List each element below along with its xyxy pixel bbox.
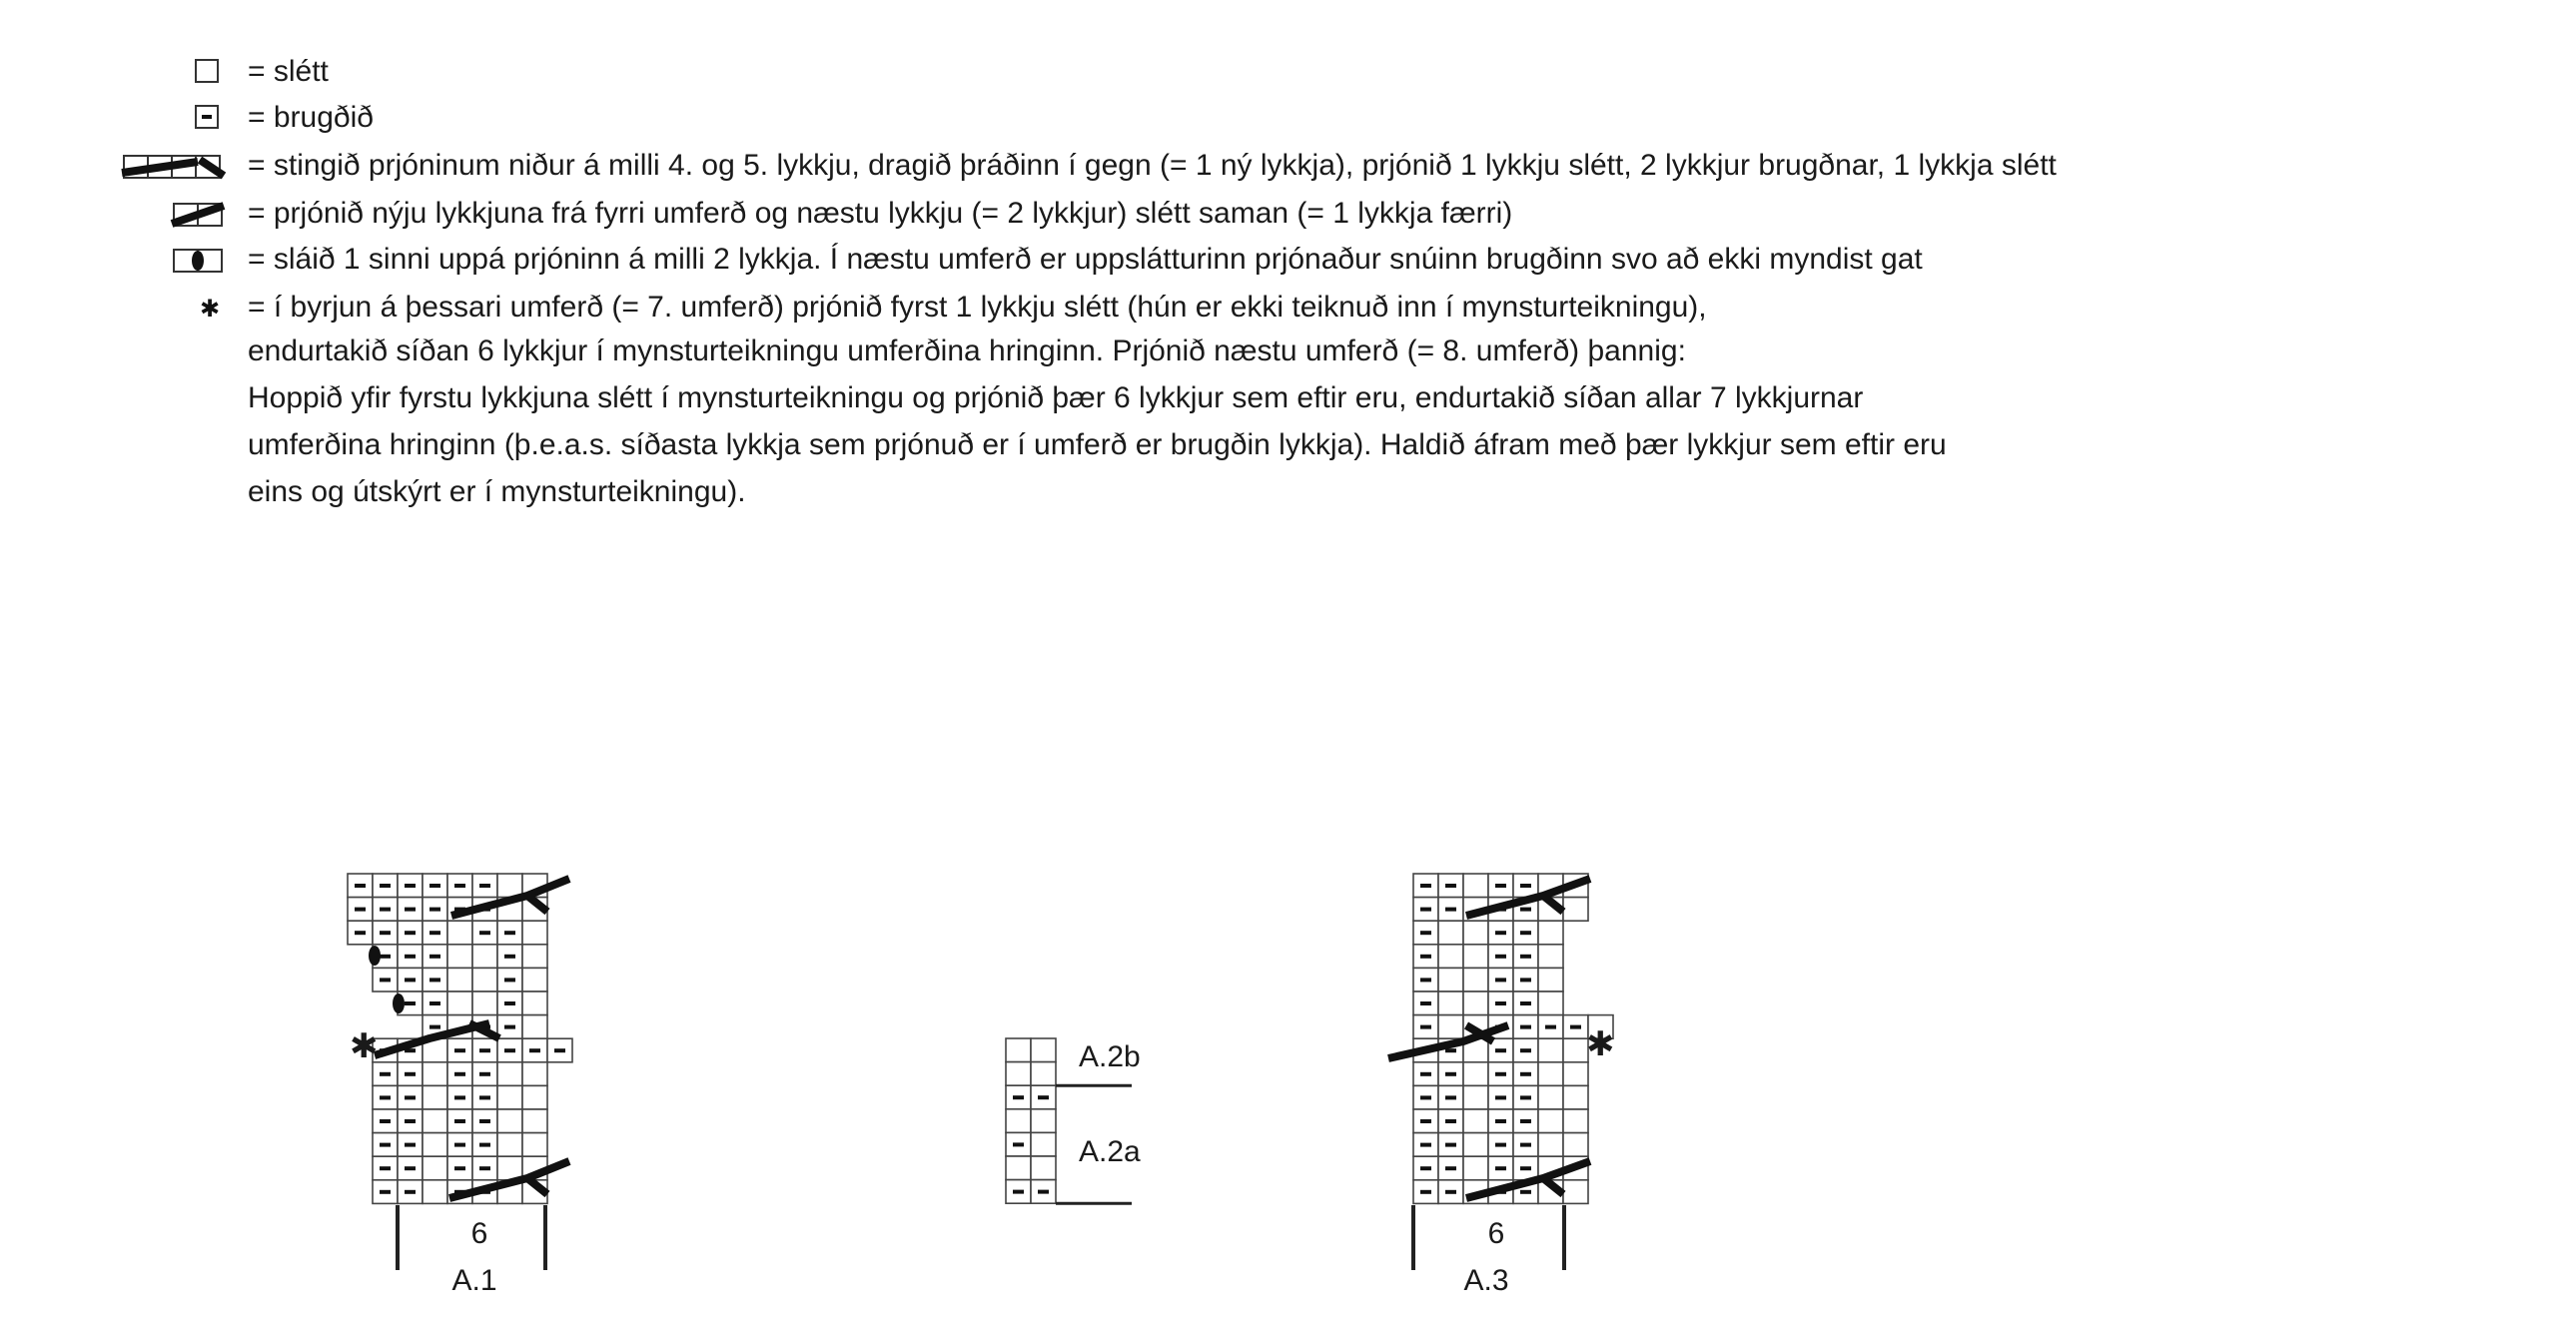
a3-purl-mark	[1420, 1190, 1431, 1194]
a3-purl-mark	[1420, 1119, 1431, 1123]
legend-text-purl: = brugðið	[248, 101, 374, 134]
a3-purl-mark	[1420, 1095, 1431, 1099]
a1-purl-mark	[429, 955, 440, 959]
legend-text-plain: = slétt	[248, 55, 329, 88]
a3-purl-mark	[1520, 955, 1531, 959]
a1-purl-mark	[405, 1143, 416, 1147]
a1-purl-mark	[454, 1119, 465, 1123]
a1-purl-mark	[380, 1119, 391, 1123]
a1-purl-mark	[380, 931, 391, 935]
a1-purl-mark	[405, 1001, 416, 1005]
a1-cell	[497, 874, 522, 898]
chart-a3	[1388, 874, 1613, 1270]
a3-purl-mark	[1445, 908, 1456, 912]
a3-cell	[1438, 1015, 1463, 1039]
a2-cell	[1031, 1156, 1056, 1180]
a3-cell	[1538, 1109, 1563, 1133]
a2-cell	[1006, 1156, 1031, 1180]
a3-purl-mark	[1495, 1119, 1506, 1123]
a1-purl-mark	[429, 884, 440, 888]
a1-cell	[497, 1062, 522, 1086]
a3-cell	[1538, 1038, 1563, 1062]
a1-purl-mark	[380, 955, 391, 959]
a1-purl-mark	[429, 1025, 440, 1029]
a1-purl-mark	[479, 1143, 490, 1147]
a1-purl-mark	[355, 931, 366, 935]
a3-purl-mark	[1495, 978, 1506, 982]
a1-cell	[522, 1109, 547, 1133]
a3-purl-mark	[1495, 955, 1506, 959]
a1-purl-mark	[380, 1166, 391, 1170]
a3-purl-mark	[1445, 884, 1456, 888]
a1-star-marker: ✱	[350, 1027, 379, 1065]
a1-purl-mark	[380, 1095, 391, 1099]
a3-purl-mark	[1520, 1143, 1531, 1147]
a1-cell	[522, 945, 547, 969]
a3-purl-mark	[1420, 1001, 1431, 1005]
a3-cell	[1563, 1133, 1588, 1157]
a2-cell	[1006, 1109, 1031, 1133]
legend-note-line-1: endurtakið síðan 6 lykkjur í mynsturteikningu umferðina hringinn. Prjónið næstu umferð (= 8. umferð) þannig:	[248, 334, 1686, 367]
a3-purl-mark	[1545, 1025, 1556, 1029]
a3-cell	[1538, 1062, 1563, 1086]
a1-purl-mark	[454, 884, 465, 888]
a1-cell	[423, 1156, 447, 1180]
a1-repeat-label: 6	[470, 1217, 488, 1250]
a3-chart-label: A.3	[1463, 1264, 1509, 1297]
a3-repeat-label: 6	[1487, 1217, 1505, 1250]
a3-cell	[1463, 992, 1488, 1015]
a1-purl-mark	[454, 1048, 465, 1052]
a1-purl-mark	[504, 978, 515, 982]
legend-note-line-2: Hoppið yfir fyrstu lykkjuna slétt í mynsturteikningu og prjónið þær 6 lykkjur sem eftir eru, endurtakið síðan allar 7 lykkjurnar	[248, 381, 1864, 414]
a3-purl-mark	[1495, 931, 1506, 935]
a3-cell	[1438, 968, 1463, 992]
a1-purl-mark	[405, 931, 416, 935]
a1-purl-mark	[380, 978, 391, 982]
a3-cell	[1563, 1109, 1588, 1133]
a1-purl-mark	[554, 1048, 565, 1052]
a3-purl-mark	[1520, 1095, 1531, 1099]
a2-purl-mark	[1038, 1095, 1049, 1099]
a3-cell	[1563, 1180, 1588, 1204]
a1-purl-mark	[479, 931, 490, 935]
a3-purl-mark	[1520, 884, 1531, 888]
a1-purl-mark	[479, 1119, 490, 1123]
a3-purl-mark	[1520, 1001, 1531, 1005]
legend-note-line-4: eins og útskýrt er í mynsturteikningu).	[248, 475, 746, 508]
a3-purl-mark	[1420, 884, 1431, 888]
a1-purl-mark	[479, 1166, 490, 1170]
a1-purl-mark	[405, 908, 416, 912]
a1-purl-mark	[405, 1190, 416, 1194]
a1-cell	[522, 921, 547, 945]
legend-text-star: = í byrjun á þessari umferð (= 7. umferð) prjónið fyrst 1 lykkju slétt (hún er ekki teiknuð inn í mynsturteikningu),	[248, 291, 1707, 324]
a2-purl-mark	[1013, 1142, 1024, 1146]
a2-cell	[1031, 1062, 1056, 1086]
a1-purl-mark	[454, 1072, 465, 1076]
a1-cell	[423, 1180, 447, 1204]
a1-purl-mark	[504, 1001, 515, 1005]
a3-cell	[1438, 921, 1463, 945]
a2-cell	[1006, 1062, 1031, 1086]
a1-purl-mark	[380, 908, 391, 912]
a3-purl-mark	[1570, 1025, 1581, 1029]
legend-text-decrease: = prjónið nýju lykkjuna frá fyrri umferð og næstu lykkju (= 2 lykkjur) slétt saman (= 1 lykkja færri)	[248, 197, 1513, 230]
a2-purl-mark	[1013, 1095, 1024, 1099]
a1-purl-mark	[355, 908, 366, 912]
a3-star-marker: ✱	[1586, 1025, 1615, 1063]
a3-purl-mark	[1495, 1072, 1506, 1076]
a1-cell	[447, 968, 472, 992]
a1-purl-mark	[405, 955, 416, 959]
a3-purl-mark	[1420, 931, 1431, 935]
a3-purl-mark	[1445, 1095, 1456, 1099]
a3-cell	[1563, 898, 1588, 922]
a3-purl-mark	[1495, 884, 1506, 888]
a1-cell	[497, 1133, 522, 1157]
a3-cell	[1538, 1133, 1563, 1157]
a1-purl-mark	[504, 1048, 515, 1052]
a3-purl-mark	[1520, 908, 1531, 912]
a1-purl-mark	[380, 1072, 391, 1076]
a1-cell	[472, 945, 497, 969]
a1-purl-mark	[380, 884, 391, 888]
a3-purl-mark	[1520, 1190, 1531, 1194]
a1-purl-mark	[380, 1143, 391, 1147]
a1-cell	[472, 992, 497, 1015]
a1-yarn-over	[393, 994, 405, 1013]
a3-purl-mark	[1520, 1072, 1531, 1076]
a1-chart-label: A.1	[451, 1264, 497, 1297]
a1-cell	[522, 1062, 547, 1086]
a1-cell	[423, 1062, 447, 1086]
a1-cell	[497, 1109, 522, 1133]
a3-cell	[1438, 992, 1463, 1015]
a1-cell	[497, 1085, 522, 1109]
a1-purl-mark	[454, 1143, 465, 1147]
a3-cell	[1463, 968, 1488, 992]
a3-purl-mark	[1445, 1119, 1456, 1123]
a3-purl-mark	[1420, 955, 1431, 959]
a2a-label: A.2a	[1079, 1135, 1141, 1168]
a3-cell	[1538, 945, 1563, 969]
a1-purl-mark	[479, 884, 490, 888]
a3-purl-mark	[1520, 1025, 1531, 1029]
a2-cell	[1031, 1038, 1056, 1062]
a3-cell	[1563, 1062, 1588, 1086]
a3-cell	[1538, 992, 1563, 1015]
a3-purl-mark	[1445, 1190, 1456, 1194]
a3-cell	[1463, 1133, 1488, 1157]
a1-cell	[522, 968, 547, 992]
a2-purl-mark	[1013, 1190, 1024, 1194]
a3-cell	[1538, 921, 1563, 945]
a3-cell	[1563, 1038, 1588, 1062]
a3-cell	[1463, 1062, 1488, 1086]
a1-purl-mark	[479, 1048, 490, 1052]
a3-purl-mark	[1495, 1166, 1506, 1170]
a1-purl-mark	[454, 1166, 465, 1170]
a3-purl-mark	[1420, 908, 1431, 912]
a3-cell	[1463, 945, 1488, 969]
a1-purl-mark	[405, 1072, 416, 1076]
a3-cell	[1463, 1156, 1488, 1180]
a1-cell	[423, 1133, 447, 1157]
legend-text-yarn-over: = sláið 1 sinni uppá prjóninn á milli 2 lykkja. Í næstu umferð er uppslátturinn prjónaður snúinn brugðinn svo að ekki myndist gat	[248, 243, 1923, 276]
a1-purl-mark	[504, 931, 515, 935]
a3-cell	[1463, 1109, 1488, 1133]
a3-purl-mark	[1420, 1072, 1431, 1076]
a1-cell	[522, 1133, 547, 1157]
a1-cell	[423, 1085, 447, 1109]
a3-purl-mark	[1520, 1119, 1531, 1123]
a3-purl-mark	[1495, 1095, 1506, 1099]
a1-purl-mark	[504, 955, 515, 959]
a3-cell	[1438, 945, 1463, 969]
a3-cell	[1463, 1085, 1488, 1109]
a3-cell	[1463, 874, 1488, 898]
legend-note-line-3: umferðina hringinn (þ.e.a.s. síðasta lykkja sem prjónuð er í umferð er brugðin lykkja). Haldið áfram með þær lykkjur sem eftir eru	[248, 428, 1947, 461]
legend-text-cable: = stingið prjóninum niður á milli 4. og 5. lykkju, dragið þráðinn í gegn (= 1 ný lykkja), prjónið 1 lykkju slétt, 2 lykkjur brugðnar, 1 lykkja slétt	[248, 149, 2057, 182]
a2-cell	[1031, 1132, 1056, 1156]
chart-a1	[348, 874, 572, 1270]
a1-purl-mark	[479, 1095, 490, 1099]
a1-purl-mark	[479, 1072, 490, 1076]
a3-purl-mark	[1445, 1143, 1456, 1147]
star-glyph: ✱	[199, 295, 221, 323]
a1-purl-mark	[405, 1166, 416, 1170]
a1-purl-mark	[429, 978, 440, 982]
a1-cell	[447, 921, 472, 945]
a1-purl-mark	[405, 1119, 416, 1123]
a1-purl-mark	[429, 931, 440, 935]
a1-purl-mark	[454, 1095, 465, 1099]
a3-purl-mark	[1520, 931, 1531, 935]
a1-purl-mark	[429, 908, 440, 912]
a1-purl-mark	[405, 1095, 416, 1099]
a1-purl-mark	[504, 1025, 515, 1029]
a2-purl-mark	[1038, 1190, 1049, 1194]
a1-cell	[522, 992, 547, 1015]
a2b-label: A.2b	[1079, 1040, 1141, 1073]
a3-purl-mark	[1495, 1048, 1506, 1052]
a1-purl-mark	[429, 1001, 440, 1005]
a1-cell	[522, 1085, 547, 1109]
a3-purl-mark	[1520, 1048, 1531, 1052]
a2-cell	[1031, 1109, 1056, 1133]
a3-cell	[1538, 968, 1563, 992]
a1-purl-mark	[529, 1048, 540, 1052]
a1-purl-mark	[380, 1190, 391, 1194]
a3-purl-mark	[1420, 1025, 1431, 1029]
a1-cell	[472, 968, 497, 992]
a2-cell	[1006, 1038, 1031, 1062]
a3-purl-mark	[1445, 1166, 1456, 1170]
a3-purl-mark	[1520, 1166, 1531, 1170]
a1-cell	[447, 945, 472, 969]
a3-cell	[1563, 1085, 1588, 1109]
a3-purl-mark	[1520, 978, 1531, 982]
a3-purl-mark	[1445, 1072, 1456, 1076]
a3-purl-mark	[1495, 1143, 1506, 1147]
a3-purl-mark	[1495, 1001, 1506, 1005]
a3-cell	[1463, 921, 1488, 945]
a1-purl-mark	[405, 884, 416, 888]
a1-purl-mark	[405, 978, 416, 982]
a3-purl-mark	[1420, 978, 1431, 982]
a1-yarn-over	[369, 946, 381, 966]
a3-cell	[1538, 1085, 1563, 1109]
a1-cell	[522, 1015, 547, 1039]
a1-purl-mark	[355, 884, 366, 888]
a3-purl-mark	[1420, 1166, 1431, 1170]
a1-cell	[423, 1109, 447, 1133]
a1-cell	[447, 992, 472, 1015]
a3-purl-mark	[1420, 1143, 1431, 1147]
